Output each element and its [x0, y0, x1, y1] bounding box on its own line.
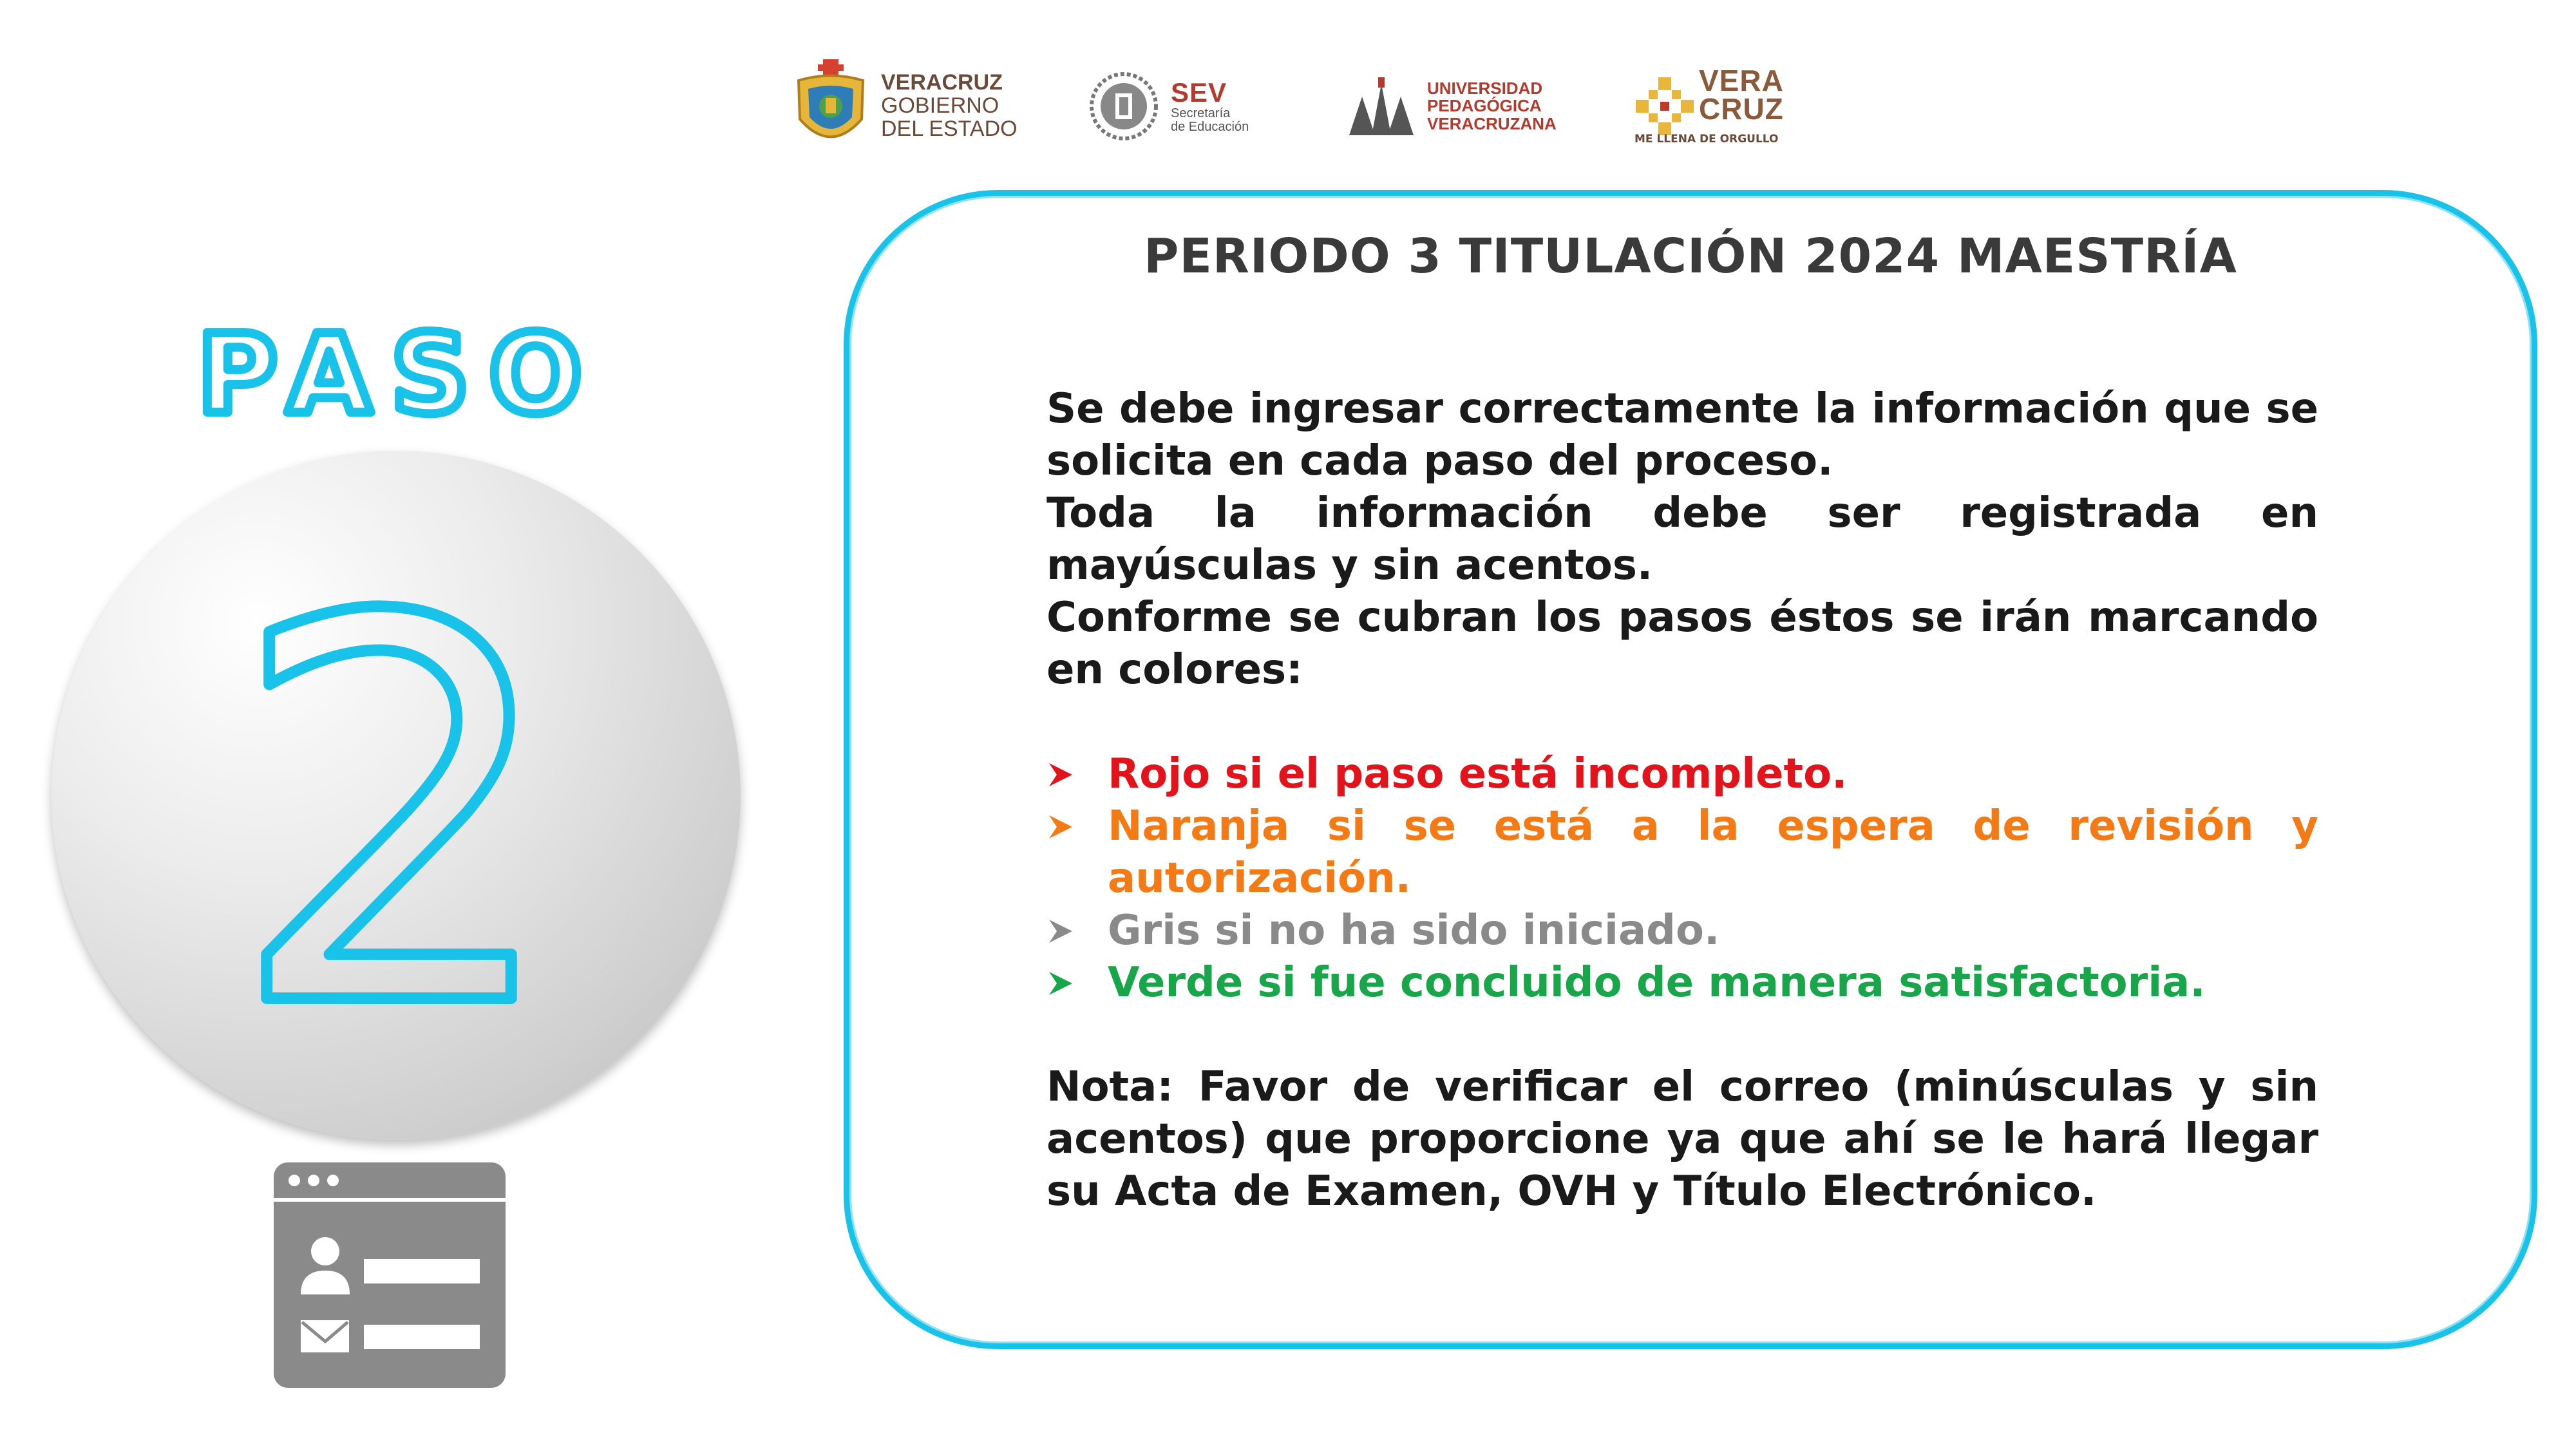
arrow-bullet-icon: [1046, 800, 1085, 853]
intro-paragraph: Toda la información debe ser registrada en mayúsculas y sin acentos.: [1046, 489, 2318, 589]
intro-paragraph: Se debe ingresar correctamente la información que se solicita en cada paso del proceso.: [1046, 385, 2318, 485]
logo-line: GOBIERNO: [881, 93, 999, 118]
status-text: Verde si fue concluido de manera satisfactoria.: [1108, 959, 2206, 1007]
logo-line: VERA: [1699, 64, 1784, 98]
panel-title: PERIODO 3 TITULACIÓN 2024 MAESTRÍA: [1144, 229, 2237, 284]
status-item-green: [1046, 957, 2318, 1009]
step-label-text: PASO: [197, 311, 601, 439]
note-paragraph: Nota: Favor de verificar el correo (minúsculas y sin acentos) que proporcione ya que ahí se le hará llegar su Acta de Examen, OVH y Título Electrónico.: [1046, 1063, 2318, 1215]
header-logos: [792, 52, 1797, 161]
upv-text: [1427, 80, 1557, 133]
veracruz-brand-text: [1634, 64, 1784, 146]
veracruz-gobierno-text: [881, 71, 1018, 140]
knot-pattern-icon: [1636, 77, 1694, 135]
status-text: Naranja si se está a la espera de revisión y autorización.: [1108, 802, 2318, 902]
spacer: [1046, 1009, 2318, 1061]
logo-line: Secretaría: [1171, 106, 1231, 121]
logo-line: DEL ESTADO: [881, 116, 1018, 141]
logo-line: CRUZ: [1699, 92, 1784, 126]
veracruz-brand-logo: [1636, 52, 1784, 161]
logo-line: de Educación: [1171, 120, 1249, 135]
logo-slogan: ME LLENA DE ORGULLO: [1634, 132, 1779, 146]
status-text: Gris si no ha sido iniciado.: [1108, 907, 1720, 954]
spacer: [1046, 696, 2318, 748]
step-label: [197, 311, 601, 439]
arrow-bullet-icon: [1046, 905, 1085, 957]
logo-line: VERACRUZ: [881, 70, 1003, 95]
logo-line: VERACRUZANA: [1427, 113, 1557, 133]
arrow-bullet-icon: [1046, 748, 1085, 800]
sev-logo: [1088, 52, 1249, 161]
step-number: 2: [228, 509, 564, 1123]
step-number-circle: [52, 451, 741, 1140]
upv-logo: [1346, 52, 1557, 161]
intro-paragraph: Conforme se cubran los pasos éstos se irán marcando en colores:: [1046, 594, 2318, 694]
arrow-bullet-icon: [1046, 957, 1085, 1009]
sev-text: [1171, 79, 1249, 134]
logo-line: PEDAGÓGICA: [1427, 96, 1542, 116]
user-form-icon: [274, 1162, 506, 1388]
veracruz-gobierno-logo: [792, 52, 1018, 161]
logo-line: SEV: [1171, 77, 1227, 108]
status-legend: [1046, 748, 2318, 1009]
panel-content: [1046, 383, 2318, 1218]
upv-mark-icon: [1346, 74, 1417, 138]
logo-line: UNIVERSIDAD: [1427, 79, 1543, 99]
status-item-gray: [1046, 905, 2318, 957]
sev-seal-icon: [1088, 68, 1159, 145]
status-item-red: [1046, 748, 2318, 800]
step-number-graphic: [52, 451, 741, 1140]
veracruz-shield-icon: [792, 58, 869, 155]
status-item-orange: [1046, 800, 2318, 905]
status-text: Rojo si el paso está incompleto.: [1108, 750, 1848, 798]
